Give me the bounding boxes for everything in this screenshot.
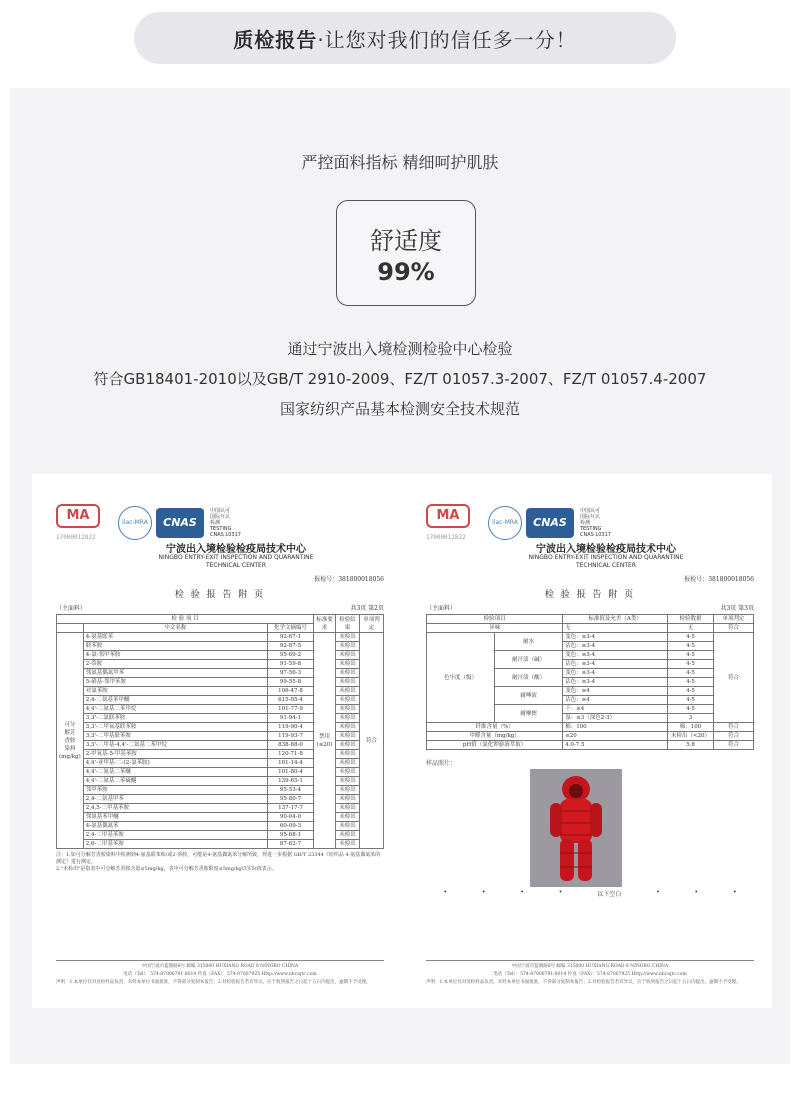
sample-label: 样品照片： bbox=[426, 760, 457, 767]
cnas-logo-icon: CNAS bbox=[526, 508, 574, 538]
info-line-1: 通过宁波出入境检测检验中心检验 bbox=[287, 340, 513, 358]
table-row: 2,4-二氨基苯甲醚 615-05-4 未检出 bbox=[57, 696, 384, 705]
blank-dots: • • • • 以下空白 • • • bbox=[443, 889, 737, 898]
table-row: 可分 解芳 香胺 染料 (mg/kg) 4-氨基联苯 92-67-1 禁用 (≤20) 未检出 符合 bbox=[57, 633, 384, 642]
table-row: pH值（氯化钾游液萃取） 4.0-7.5 5.8 符合 bbox=[427, 741, 754, 750]
amine-standard: 禁用 (≤20) bbox=[314, 633, 336, 849]
ma-code: 17000012822 bbox=[426, 534, 466, 541]
org-name-cn: 宁波出入境检验检疫局技术中心 bbox=[166, 544, 306, 555]
header-banner bbox=[134, 12, 676, 64]
ilac-mra-logo-icon: ilac-MRA bbox=[118, 506, 152, 540]
comfort-label: 舒适度 bbox=[370, 227, 442, 255]
table-row: 5-硝基-邻甲苯胺 99-55-8 未检出 bbox=[57, 678, 384, 687]
table-row: 2-甲氧基-5-甲基苯胺 120-71-8 未检出 bbox=[57, 750, 384, 759]
table-row: 耐汗渍（碱） 变色：≥3-4 4-5 bbox=[427, 651, 754, 660]
report-footer: 中国宁波市蓝塘路8号 邮编 315000 HUXIANG ROAD 8 NINGBO CHINA 电话（Tel）：574-87006791-8014 传真（FAX）：574-87007925 Http://www.nbciqtc.com 声明：1.本单位仅对送检样品负责，未经本单位书面批准，不得部分复制本报告；2.对检验报告若有异议，应于收到报告之日起十五日内提出，逾期不予受理。 bbox=[56, 960, 384, 986]
report-scans bbox=[32, 474, 772, 1008]
report-number: 报检号：381800018056 bbox=[314, 576, 384, 583]
table-row: 异味 无 无 符合 bbox=[427, 624, 754, 633]
ilac-mra-logo-icon: ilac-MRA bbox=[488, 506, 522, 540]
table-row: 沾色：≥4 4-5 bbox=[427, 696, 754, 705]
amine-verdict: 符合 bbox=[360, 633, 384, 849]
table-row: 2-萘胺 91-59-8 未检出 bbox=[57, 660, 384, 669]
table-row: 甲醛含量（mg/kg） ≤20 未检出（<20） 符合 bbox=[427, 732, 754, 741]
org-name-en: NINGBO ENTRY-EXIT INSPECTION AND QUARANTINE TECHNICAL CENTER bbox=[158, 554, 314, 569]
ma-code: 17000012822 bbox=[56, 534, 96, 541]
report-title: 检 验 报 告 附 页 bbox=[174, 590, 266, 600]
info-line-3: 国家纺织产品基本检测安全技术规范 bbox=[279, 400, 520, 418]
table-row: 耐唾液 变色：≥4 4-5 bbox=[427, 687, 754, 696]
red-snowsuit-icon bbox=[548, 775, 604, 883]
table-row: 色牢度（级） 耐水 变色：≥3-4 4-5 符合 bbox=[427, 633, 754, 642]
report-note: 注：1.如可分解芳香胺染料中检测到4-氨基联苯和/或2-萘胺，可能是4-氨基偶氮苯分解所致，得进一步根据 GB/T 23344《纺织品 4-氨基偶氮苯的测定》进行测定。 2."未检出"是指表中可分解芳香胺含量≤5mg/kg，表中可分解芳香胺限度≤5mg/kg以实际值表示。 bbox=[56, 852, 381, 872]
panel-subtitle: 严控面料指标 精细呵护肌肤 bbox=[301, 153, 499, 172]
report-meta: （主面料） 共3页 第3页 bbox=[426, 605, 754, 612]
table-row: 4,4'-二氨基二苯醚 101-80-4 未检出 bbox=[57, 768, 384, 777]
table-row: 沾色：≥3-4 4-5 bbox=[427, 642, 754, 651]
comfort-box bbox=[336, 200, 476, 306]
table-row: 对氯苯胺 106-47-8 未检出 bbox=[57, 687, 384, 696]
ma-logo-icon: MA bbox=[56, 504, 100, 528]
table-row: 湿：≥3（深色2-3） 3 bbox=[427, 714, 754, 723]
quality-panel bbox=[10, 88, 790, 1064]
table-row: 4,4'-二氨基二苯硫醚 139-65-1 未检出 bbox=[57, 777, 384, 786]
cnas-text: 中国认可 国际互认 检测 TESTING CNAS L0317 bbox=[210, 508, 241, 538]
table-row: 4,4'-二氨基二苯甲烷 101-77-9 未检出 bbox=[57, 705, 384, 714]
table-row: 耐摩擦 干：≥4 4-5 bbox=[427, 705, 754, 714]
info-line-2: 符合GB18401-2010以及GB/T 2910-2009、FZ/T 01057.3-2007、FZ/T 01057.4-2007 bbox=[93, 370, 707, 388]
org-name-cn: 宁波出入境检验检疫局技术中心 bbox=[536, 544, 676, 555]
table-row: 2,4-二氨基甲苯 95-80-7 未检出 bbox=[57, 795, 384, 804]
table-row: 4-氨基偶氮苯 60-09-3 未检出 bbox=[57, 822, 384, 831]
table-row: 3,3'-二甲氧基联苯胺 119-90-4 未检出 bbox=[57, 723, 384, 732]
report-number: 报检号：381800018056 bbox=[684, 576, 754, 583]
amine-table: 检 验 项 目 标准要求 检验结果 单项判定 中文名称 化学文摘编号 可分 解芳 香胺 染料 (mg/kg) 4-氨基联苯 92-67-1 禁用 (≤20) 未检出 符合 联苯胺 92-87-5 未检出 4-氯-邻甲苯胺 95-69-2 未检出 2-萘胺 91-59-8 未检出 邻氨基偶氮甲苯 97-56-3 未检出 5-硝基-邻甲苯胺 99-55-8 未检出 对氯苯胺 106-47-8 未检出 2,4-二氨基苯甲醚 615-05-4 未检出 4,4'-二氨基二苯甲烷 101-77-9 未检出 3,3'-二氯联苯胺 91-94-1 未检出 3,3'-二甲氧基联苯胺 119-90-4 未检出 3,3'-二甲基联苯胺 119-93-7 未检出 3,3'-二甲基-4,4'-二氨基二苯甲烷 838-88-0 未检出 2-甲氧基-5-甲基苯胺 120-71-8 未检出 4,4'-亚甲基-二-(2-氯苯胺) 101-14-4 未检出 4,4'-二氨基二苯醚 101-80-4 未检出 4,4'-二氨基二苯硫醚 139-65-1 未检出 邻甲苯胺 95-53-4 未检出 2,4-二氨基甲苯 95-80-7 未检出 2,4,5-三甲基苯胺 137-17-7 未检出 邻氨基苯甲醚 90-04-0 未检出 4-氨基偶氮苯 60-09-3 未检出 2,4-二甲基苯胺 95-68-1 未检出 2,6-二甲基苯胺 87-62-7 未检出 bbox=[56, 614, 384, 849]
table-row: 2,4,5-三甲基苯胺 137-17-7 未检出 bbox=[57, 804, 384, 813]
table-row: 邻氨基偶氮甲苯 97-56-3 未检出 bbox=[57, 669, 384, 678]
header-title-rest: ·让您对我们的信任多一分！ bbox=[317, 27, 577, 52]
org-name-en: NINGBO ENTRY-EXIT INSPECTION AND QUARANTINE TECHNICAL CENTER bbox=[528, 554, 684, 569]
report-page-3 bbox=[402, 474, 772, 1008]
report-header bbox=[56, 504, 384, 568]
table-row: 3,3'-二氯联苯胺 91-94-1 未检出 bbox=[57, 714, 384, 723]
amine-group-label: 可分 解芳 香胺 染料 (mg/kg) bbox=[57, 633, 84, 849]
cnas-logo-icon: CNAS bbox=[156, 508, 204, 538]
report-title: 检 验 报 告 附 页 bbox=[544, 590, 636, 600]
table-row: 4-氯-邻甲苯胺 95-69-2 未检出 bbox=[57, 651, 384, 660]
header-title-bold: 质检报告 bbox=[233, 27, 318, 52]
report-meta: （主面料） 共3页 第2页 bbox=[56, 605, 384, 612]
cnas-text: 中国认可 国际互认 检测 TESTING CNAS L0317 bbox=[580, 508, 611, 538]
report-page-2 bbox=[32, 474, 402, 1008]
table-row: 邻氨基苯甲醚 90-04-0 未检出 bbox=[57, 813, 384, 822]
table-row: 耐汗渍（酸） 变色：≥3-4 4-5 bbox=[427, 669, 754, 678]
report-footer: 中国宁波市蓝塘路8号 邮编 315000 HUXIANG ROAD 8 NINGBO CHINA 电话（Tel）：574-87006791-8014 传真（FAX）：574-87007925 Http://www.nbciqtc.com 声明：1.本单位仅对送检样品负责，未经本单位书面批准，不得部分复制本报告；2.对检验报告若有异议，应于收到报告之日起十五日内提出，逾期不予受理。 bbox=[426, 960, 754, 986]
table-row: 联苯胺 92-87-5 未检出 bbox=[57, 642, 384, 651]
table-row: 3,3'-二甲基联苯胺 119-93-7 未检出 bbox=[57, 732, 384, 741]
ma-logo-icon: MA bbox=[426, 504, 470, 528]
table-row: 邻甲苯胺 95-53-4 未检出 bbox=[57, 786, 384, 795]
fastness-table: 检验项目 标准值及允差（A类） 检验数据 单项判定 异味 无 无 符合 色牢度（级） 耐水 变色：≥3-4 4-5 符合 沾色：≥3-4 4-5 耐汗渍（碱） 变色：≥3-4 4-5 沾色：≥3-4 4-5 耐汗渍（酸） 变色：≥3-4 4-5 沾色：≥3-4 4-5 耐唾液 变色：≥4 4-5 沾色：≥4 4-5 耐摩擦 干：≥4 4-5 湿：≥3（深色2-3） 3 纤维含量（%） 棉：100 棉：100 符合 甲醛含量（mg/kg） ≤20 未检出（<20） 符合 pH值（氯化钾游液萃取） 4.0-7.5 5.8 符合 bbox=[426, 614, 754, 750]
sample-photo bbox=[530, 769, 622, 887]
table-row: 沾色：≥3-4 4-5 bbox=[427, 660, 754, 669]
table-row: 4,4'-亚甲基-二-(2-氯苯胺) 101-14-4 未检出 bbox=[57, 759, 384, 768]
comfort-value: 99% bbox=[377, 258, 435, 286]
report-header bbox=[426, 504, 754, 568]
table-row: 2,6-二甲基苯胺 87-62-7 未检出 bbox=[57, 840, 384, 849]
table-row: 沾色：≥3-4 4-5 bbox=[427, 678, 754, 687]
table-row: 3,3'-二甲基-4,4'-二氨基二苯甲烷 838-88-0 未检出 bbox=[57, 741, 384, 750]
table-row: 纤维含量（%） 棉：100 棉：100 符合 bbox=[427, 723, 754, 732]
table-row: 2,4-二甲基苯胺 95-68-1 未检出 bbox=[57, 831, 384, 840]
